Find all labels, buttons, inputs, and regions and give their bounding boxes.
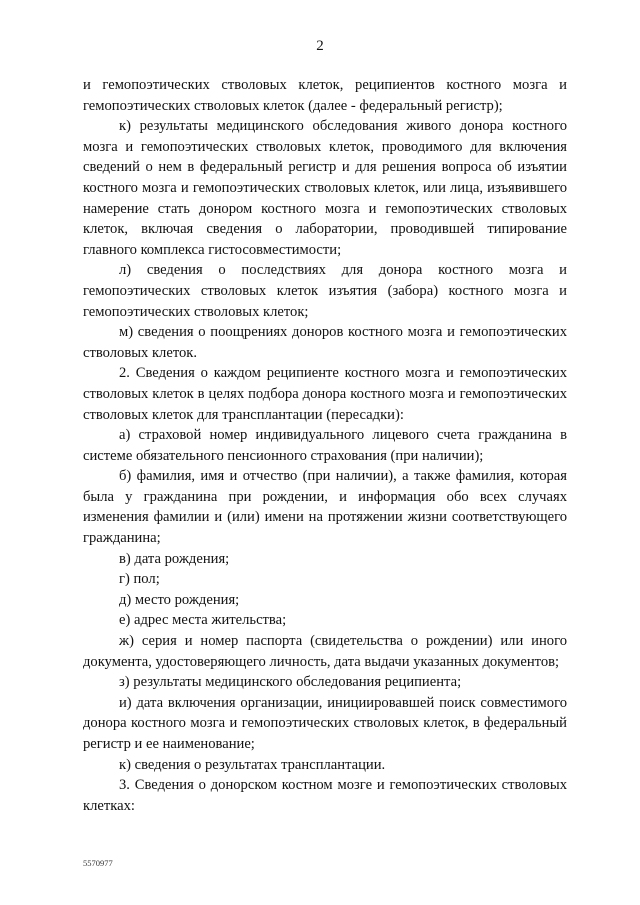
paragraph: к) сведения о результатах трансплантации. [119,756,386,773]
paragraph: д) место рождения; [119,591,240,608]
paragraph: 3. Сведения о донорском костном мозге и гемопоэтических стволовых клетках: [83,777,567,814]
paragraph: и) дата включения организации, инициировавшей поиск совместимого донора костного мозга и гемопоэтических стволовых клеток, в федеральный регистр и ее наименование; [83,694,567,752]
paragraph: и гемопоэтических стволовых клеток, реципиентов костного мозга и гемопоэтических стволовых клеток (далее - федеральный регистр); [83,77,567,114]
paragraph: м) сведения о поощрениях доноров костного мозга и гемопоэтических стволовых клеток. [83,324,567,361]
paragraph: 2. Сведения о каждом реципиенте костного мозга и гемопоэтических стволовых клеток в целях подбора донора костного мозга и гемопоэтических стволовых клеток для трансплантации (пересадки): [83,365,567,423]
paragraph: е) адрес места жительства; [119,612,287,629]
paragraph: в) дата рождения; [119,550,230,567]
page-number: 2 [316,38,324,54]
paragraph: л) сведения о последствиях для донора костного мозга и гемопоэтических стволовых клеток изъятия (забора) костного мозга и гемопоэтических стволовых клеток; [83,262,567,320]
document-body [83,75,567,816]
paragraph: б) фамилия, имя и отчество (при наличии), а также фамилия, которая была у гражданина при рождении, и информация обо всех случаях изменения фамилии и (или) имени на протяжении жизни соответствующего гражданина; [83,468,567,547]
paragraph: з) результаты медицинского обследования реципиента; [119,674,462,691]
paragraph: г) пол; [119,571,160,588]
document-code: 5570977 [83,858,113,868]
paragraph: к) результаты медицинского обследования живого донора костного мозга и гемопоэтических стволовых клеток, проводимого для включения сведений о нем в федеральный регистр и для решения вопроса об изъятии костного мозга и гемопоэтических стволовых клеток, или лица, изъявившего намерение стать донором костного мозга и гемопоэтических стволовых клеток, включая сведения о лаборатории, проводившей типирование главного комплекса гистосовместимости; [83,118,567,258]
paragraph: а) страховой номер индивидуального лицевого счета гражданина в системе обязательного пенсионного страхования (при наличии); [83,427,567,464]
paragraph: ж) серия и номер паспорта (свидетельства о рождении) или иного документа, удостоверяющего личность, дата выдачи указанных документов; [83,633,567,670]
